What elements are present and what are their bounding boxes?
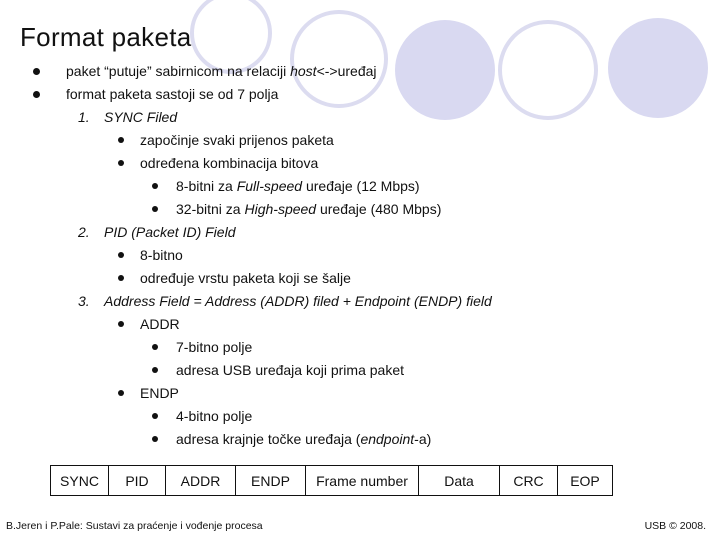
list-number: 2. bbox=[78, 224, 90, 240]
bullet-dot bbox=[152, 367, 158, 373]
field-eop: EOP bbox=[558, 466, 613, 496]
endp-detail-2: adresa krajnje točke uređaja (endpoint-a) bbox=[176, 431, 432, 447]
bullet-dot bbox=[118, 390, 124, 396]
field-addr: ADDR bbox=[166, 466, 236, 496]
footer-authors: B.Jeren i P.Pale: Sustavi za praćenje i vođenje procesa bbox=[6, 520, 263, 532]
table-row bbox=[51, 466, 613, 496]
packet-format-table bbox=[50, 465, 613, 496]
sync-detail-1: započinje svaki prijenos paketa bbox=[140, 132, 334, 148]
addr-label: ADDR bbox=[140, 316, 180, 332]
sync-highspeed: 32-bitni za High-speed uređaje (480 Mbps) bbox=[176, 201, 442, 217]
bullet-dot bbox=[152, 206, 158, 212]
endp-detail-1: 4-bitno polje bbox=[176, 408, 253, 424]
decor-circle-5 bbox=[608, 18, 708, 118]
bullet-dot bbox=[152, 183, 158, 189]
slide-title: Format paketa bbox=[20, 22, 192, 52]
decor-circle-4 bbox=[498, 20, 598, 120]
bullet-dot bbox=[152, 413, 158, 419]
decor-circle-3 bbox=[395, 20, 495, 120]
addr-detail-2: adresa USB uređaja koji prima paket bbox=[176, 362, 405, 378]
endp-label: ENDP bbox=[140, 385, 179, 401]
pid-detail-1: 8-bitno bbox=[140, 247, 183, 263]
bullet-line-2: format paketa sastoji se od 7 polja bbox=[66, 86, 279, 102]
pid-detail-2: određuje vrstu paketa koji se šalje bbox=[140, 270, 351, 286]
bullet-dot bbox=[118, 321, 124, 327]
list-item-pid: PID (Packet ID) Field bbox=[104, 224, 236, 240]
decor-circle-2 bbox=[290, 10, 388, 108]
bullet-dot bbox=[152, 436, 158, 442]
list-item-sync: SYNC Filed bbox=[104, 109, 178, 125]
bullet-dot bbox=[118, 252, 124, 258]
bullet-dot bbox=[33, 91, 40, 98]
field-frame-number: Frame number bbox=[306, 466, 419, 496]
field-crc: CRC bbox=[500, 466, 558, 496]
bullet-dot bbox=[118, 137, 124, 143]
bullet-line-1: paket “putuje” sabirnicom na relaciji host<->uređaj bbox=[66, 63, 377, 79]
sync-detail-2: određena kombinacija bitova bbox=[140, 155, 319, 171]
field-pid: PID bbox=[109, 466, 166, 496]
field-endp: ENDP bbox=[236, 466, 306, 496]
footer-copyright: USB © 2008. bbox=[644, 520, 706, 532]
sync-fullspeed: 8-bitni za Full-speed uređaje (12 Mbps) bbox=[176, 178, 420, 194]
field-data: Data bbox=[419, 466, 500, 496]
field-sync: SYNC bbox=[51, 466, 109, 496]
bullet-dot bbox=[33, 68, 40, 75]
list-item-address: Address Field = Address (ADDR) filed + Endpoint (ENDP) field bbox=[104, 293, 492, 309]
bullet-dot bbox=[152, 344, 158, 350]
list-number: 1. bbox=[78, 109, 90, 125]
bullet-dot bbox=[118, 160, 124, 166]
bullet-dot bbox=[118, 275, 124, 281]
list-number: 3. bbox=[78, 293, 90, 309]
addr-detail-1: 7-bitno polje bbox=[176, 339, 253, 355]
